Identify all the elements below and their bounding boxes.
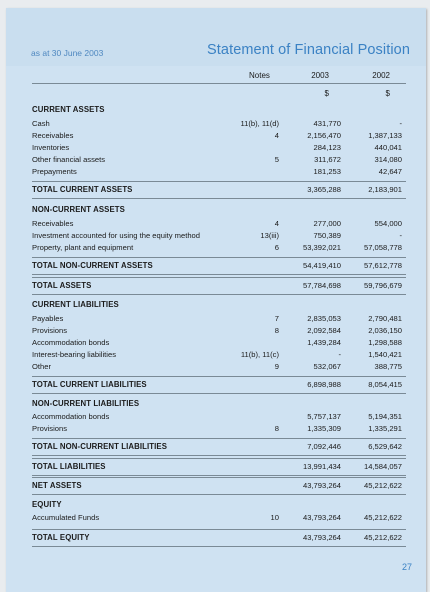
row-label: Other financial assets xyxy=(32,155,106,164)
table-row xyxy=(32,118,406,130)
currency-2003: $ xyxy=(324,89,329,98)
value-2003: 3,365,288 xyxy=(307,185,341,194)
row-note: 8 xyxy=(274,424,279,433)
table-row xyxy=(32,337,406,349)
value-2003: 43,793,264 xyxy=(302,533,341,542)
row-label: NET ASSETS xyxy=(32,481,82,490)
row-note: 7 xyxy=(274,314,279,323)
value-2003: 43,793,264 xyxy=(302,513,341,522)
value-2002: 314,080 xyxy=(374,155,402,164)
value-2003: 43,793,264 xyxy=(302,481,341,490)
row-label: Provisions xyxy=(32,424,68,433)
value-2003: 1,439,284 xyxy=(307,338,341,347)
row-label: Provisions xyxy=(32,326,68,335)
value-2003: 2,156,470 xyxy=(307,131,341,140)
total-row xyxy=(32,260,406,272)
table-row xyxy=(32,361,406,373)
row-label: TOTAL NON-CURRENT LIABILITIES xyxy=(32,442,168,451)
row-label: TOTAL CURRENT ASSETS xyxy=(32,185,133,194)
total-rule-below xyxy=(32,475,406,476)
value-2003: 431,770 xyxy=(313,119,341,128)
table-row xyxy=(32,313,406,325)
total-rule-above xyxy=(32,477,406,478)
row-note: 5 xyxy=(274,155,279,164)
row-note: 8 xyxy=(274,326,279,335)
value-2002: 57,058,778 xyxy=(363,243,402,252)
total-row xyxy=(32,441,406,453)
value-2003: 6,898,988 xyxy=(307,380,341,389)
value-2003: 311,672 xyxy=(314,155,341,164)
value-2002: 45,212,622 xyxy=(363,513,402,522)
total-rule-above xyxy=(32,438,406,439)
year-2002-column-header: 2002 xyxy=(372,71,390,80)
total-rule-below xyxy=(32,274,406,275)
total-rule-below xyxy=(32,494,406,495)
notes-column-header: Notes xyxy=(249,71,270,80)
value-2002: 5,194,351 xyxy=(368,412,402,421)
row-label: Accumulated Funds xyxy=(32,513,100,522)
total-rule-below xyxy=(32,546,406,547)
value-2002: 554,000 xyxy=(374,219,402,228)
total-rule-below xyxy=(32,198,406,199)
total-row xyxy=(32,280,406,292)
value-2002: 6,529,642 xyxy=(368,442,402,451)
page-header xyxy=(6,8,426,66)
value-2003: 2,092,584 xyxy=(307,326,341,335)
value-2002: - xyxy=(399,119,402,128)
row-label: TOTAL ASSETS xyxy=(32,281,92,290)
row-label: Investment accounted for using the equity method xyxy=(32,231,201,240)
value-2002: 1,387,133 xyxy=(368,131,402,140)
value-2002: 8,054,415 xyxy=(368,380,402,389)
total-rule-below xyxy=(32,455,406,456)
value-2002: 59,796,679 xyxy=(363,281,402,290)
total-rule-above xyxy=(32,529,406,530)
table-row xyxy=(32,142,406,154)
row-note: 6 xyxy=(274,243,279,252)
statement-date: as at 30 June 2003 xyxy=(31,48,104,58)
row-note: 11(b), 11(c) xyxy=(240,350,279,359)
row-label: TOTAL NON-CURRENT ASSETS xyxy=(32,261,153,270)
statement-title: Statement of Financial Position xyxy=(207,42,410,58)
value-2003: 2,835,053 xyxy=(307,314,341,323)
total-rule-above xyxy=(32,458,406,459)
header-divider xyxy=(32,83,406,84)
row-label: Cash xyxy=(32,119,50,128)
total-row xyxy=(32,461,406,473)
value-2003: 532,067 xyxy=(313,362,341,371)
value-2003: 750,389 xyxy=(313,231,341,240)
value-2002: 1,335,291 xyxy=(368,424,402,433)
row-note: 4 xyxy=(274,219,279,228)
table-row xyxy=(32,325,406,337)
row-label: Property, plant and equipment xyxy=(32,243,134,252)
value-2003: 1,335,309 xyxy=(307,424,341,433)
total-rule-above xyxy=(32,376,406,377)
total-row xyxy=(32,379,406,391)
section-heading-row xyxy=(32,299,406,311)
value-2002: 2,036,150 xyxy=(368,326,402,335)
row-note: 13(iii) xyxy=(260,231,279,240)
section-heading-row xyxy=(32,104,406,116)
table-row xyxy=(32,411,406,423)
row-label: NON-CURRENT ASSETS xyxy=(32,205,125,214)
value-2003: - xyxy=(338,350,341,359)
row-label: TOTAL EQUITY xyxy=(32,533,90,542)
year-2003-column-header: 2003 xyxy=(311,71,329,80)
table-row xyxy=(32,349,406,361)
value-2002: 2,790,481 xyxy=(368,314,402,323)
row-label: Other xyxy=(32,362,51,371)
value-2002: 440,041 xyxy=(374,143,402,152)
table-row xyxy=(32,512,406,524)
row-label: Payables xyxy=(32,314,64,323)
row-label: EQUITY xyxy=(32,500,62,509)
row-label: Prepayments xyxy=(32,167,77,176)
row-note: 4 xyxy=(274,131,279,140)
table-row xyxy=(32,242,406,254)
total-row xyxy=(32,532,406,544)
total-rule-above xyxy=(32,257,406,258)
value-2002: 2,183,901 xyxy=(368,185,402,194)
value-2003: 13,991,434 xyxy=(302,462,341,471)
value-2002: 1,540,421 xyxy=(368,350,402,359)
row-note: 11(b), 11(d) xyxy=(240,119,279,128)
table-row xyxy=(32,218,406,230)
total-rule-above xyxy=(32,277,406,278)
value-2002: 14,584,057 xyxy=(363,462,402,471)
row-label: Receivables xyxy=(32,219,74,228)
total-rule-below xyxy=(32,393,406,394)
row-note: 9 xyxy=(274,362,279,371)
value-2003: 181,253 xyxy=(313,167,341,176)
table-row xyxy=(32,166,406,178)
total-rule-below xyxy=(32,294,406,295)
value-2003: 5,757,137 xyxy=(307,412,341,421)
section-heading-row xyxy=(32,204,406,216)
value-2002: - xyxy=(399,231,402,240)
value-2002: 45,212,622 xyxy=(363,533,402,542)
total-row xyxy=(32,480,406,492)
total-row xyxy=(32,184,406,196)
page-number: 27 xyxy=(401,562,412,572)
row-label: TOTAL CURRENT LIABILITIES xyxy=(32,380,147,389)
value-2002: 57,612,778 xyxy=(363,261,402,270)
table-row xyxy=(32,130,406,142)
table-row xyxy=(32,230,406,242)
currency-2002: $ xyxy=(385,89,390,98)
row-label: Interest-bearing liabilities xyxy=(32,350,116,359)
row-label: Accommodation bonds xyxy=(32,412,110,421)
row-label: TOTAL LIABILITIES xyxy=(32,462,106,471)
row-label: Accommodation bonds xyxy=(32,338,110,347)
value-2002: 45,212,622 xyxy=(363,481,402,490)
row-label: CURRENT LIABILITIES xyxy=(32,300,119,309)
section-heading-row xyxy=(32,499,406,511)
value-2003: 54,419,410 xyxy=(302,261,341,270)
value-2003: 284,123 xyxy=(313,143,341,152)
value-2003: 7,092,446 xyxy=(307,442,341,451)
value-2003: 53,392,021 xyxy=(302,243,341,252)
row-label: CURRENT ASSETS xyxy=(32,105,105,114)
value-2003: 277,000 xyxy=(313,219,341,228)
table-row xyxy=(32,423,406,435)
row-note: 10 xyxy=(270,513,279,522)
row-label: Inventories xyxy=(32,143,70,152)
value-2002: 1,298,588 xyxy=(368,338,402,347)
value-2002: 42,647 xyxy=(378,167,402,176)
value-2002: 388,775 xyxy=(374,362,402,371)
total-rule-above xyxy=(32,181,406,182)
document-page xyxy=(6,8,426,592)
row-label: Receivables xyxy=(32,131,74,140)
row-label: NON-CURRENT LIABILITIES xyxy=(32,399,140,408)
table-row xyxy=(32,154,406,166)
section-heading-row xyxy=(32,398,406,410)
value-2003: 57,784,698 xyxy=(302,281,341,290)
